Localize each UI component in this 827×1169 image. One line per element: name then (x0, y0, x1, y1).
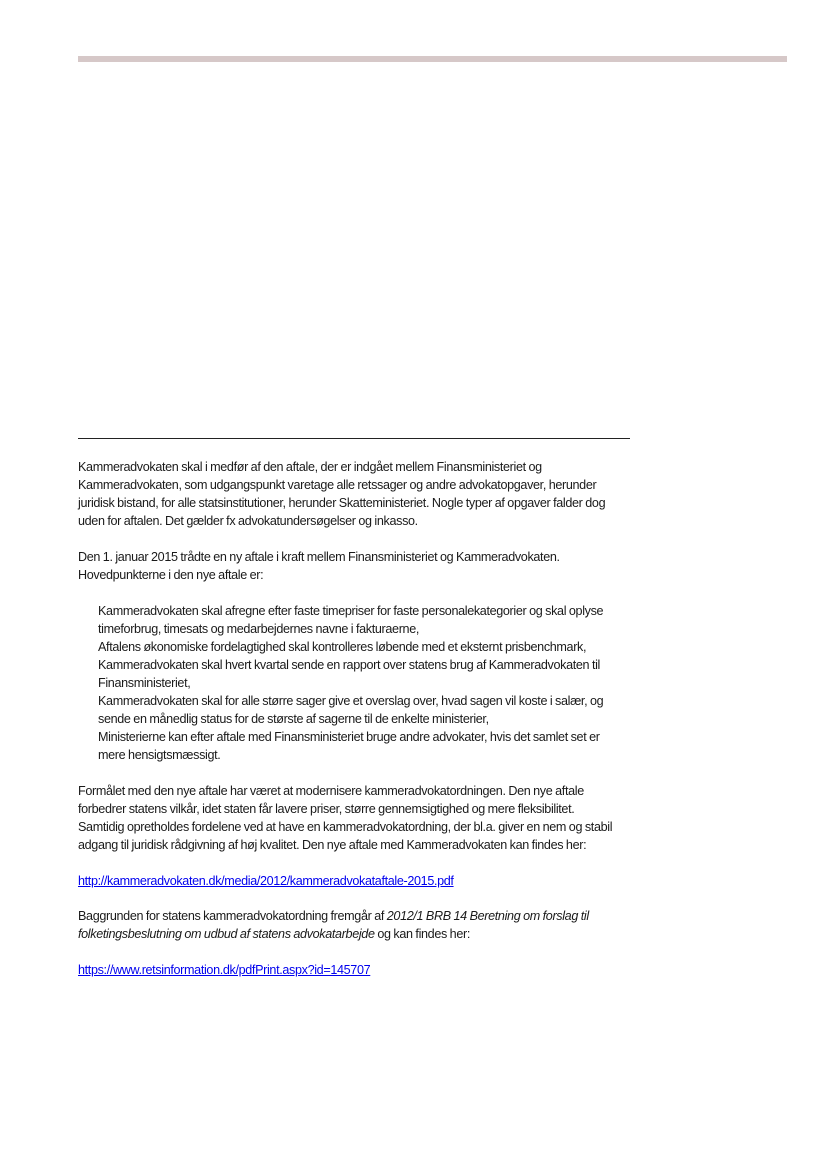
list-item: Ministerierne kan efter aftale med Finansministeriet bruge andre advokater, hvis det samlet set er mere hensigtsmæssigt. (98, 730, 600, 762)
link-line-agreement (78, 872, 623, 890)
list-item: Aftalens økonomiske fordelagtighed skal kontrolleres løbende med et eksternt prisbenchmark, (98, 640, 587, 654)
document-body (78, 458, 623, 996)
agreement-main-points-list (78, 602, 623, 764)
list-item: Kammeradvokaten skal for alle større sager give et overslag over, hvad sagen vil koste i salær, og sende en månedlig status for de største af sagerne til de enkelte ministerier, (98, 694, 604, 726)
paragraph-new-agreement-intro: Den 1. januar 2015 trådte en ny aftale i kraft mellem Finansministeriet og Kammeradvokaten. Hovedpunkterne i den nye aftale er: (78, 550, 560, 582)
paragraph-purpose: Formålet med den nye aftale har været at modernisere kammeradvokatordningen. Den nye aftale forbedrer statens vilkår, idet staten får lavere priser, større gennemsigtighed og mere fleksibilitet. Samtidig opretholdes fordelene ved at have en kammeradvokatordning, der bl.a. giver en nem og stabil adgang til juridisk rådgivning af høj kvalitet. Den nye aftale med Kammeradvokaten kan findes her: (78, 784, 613, 852)
list-item: Kammeradvokaten skal hvert kvartal sende en rapport over statens brug af Kammeradvokaten til Finansministeriet, (98, 658, 601, 690)
agreement-pdf-link[interactable]: http://kammeradvokaten.dk/media/2012/kammeradvokataftale-2015.pdf (78, 874, 454, 888)
section-divider (78, 438, 630, 439)
background-text-suffix: og kan findes her: (374, 927, 470, 941)
top-header-band (78, 56, 787, 62)
link-line-retsinformation (78, 961, 623, 979)
background-text-prefix: Baggrunden for statens kammeradvokatordning fremgår af (78, 909, 387, 923)
retsinformation-link[interactable]: https://www.retsinformation.dk/pdfPrint.aspx?id=145707 (78, 963, 371, 977)
report-title-italic: 2012/1 BRB 14 Beretning om forslag til folketingsbeslutning om udbud af statens advokatarbejde (78, 909, 589, 941)
paragraph-agreement-scope: Kammeradvokaten skal i medfør af den aftale, der er indgået mellem Finansministeriet og Kammeradvokaten, som udgangspunkt varetage alle retssager og andre advokatopgaver, herunder juridisk bistand, for alle statsinstitutioner, herunder Skatteministeriet. Nogle typer af opgaver falder dog uden for aftalen. Det gælder fx advokatundersøgelser og inkasso. (78, 460, 606, 528)
list-item: Kammeradvokaten skal afregne efter faste timepriser for faste personalekategorier og skal oplyse timeforbrug, timesats og medarbejdernes navne i fakturaerne, (98, 604, 604, 636)
paragraph-background (78, 907, 623, 943)
